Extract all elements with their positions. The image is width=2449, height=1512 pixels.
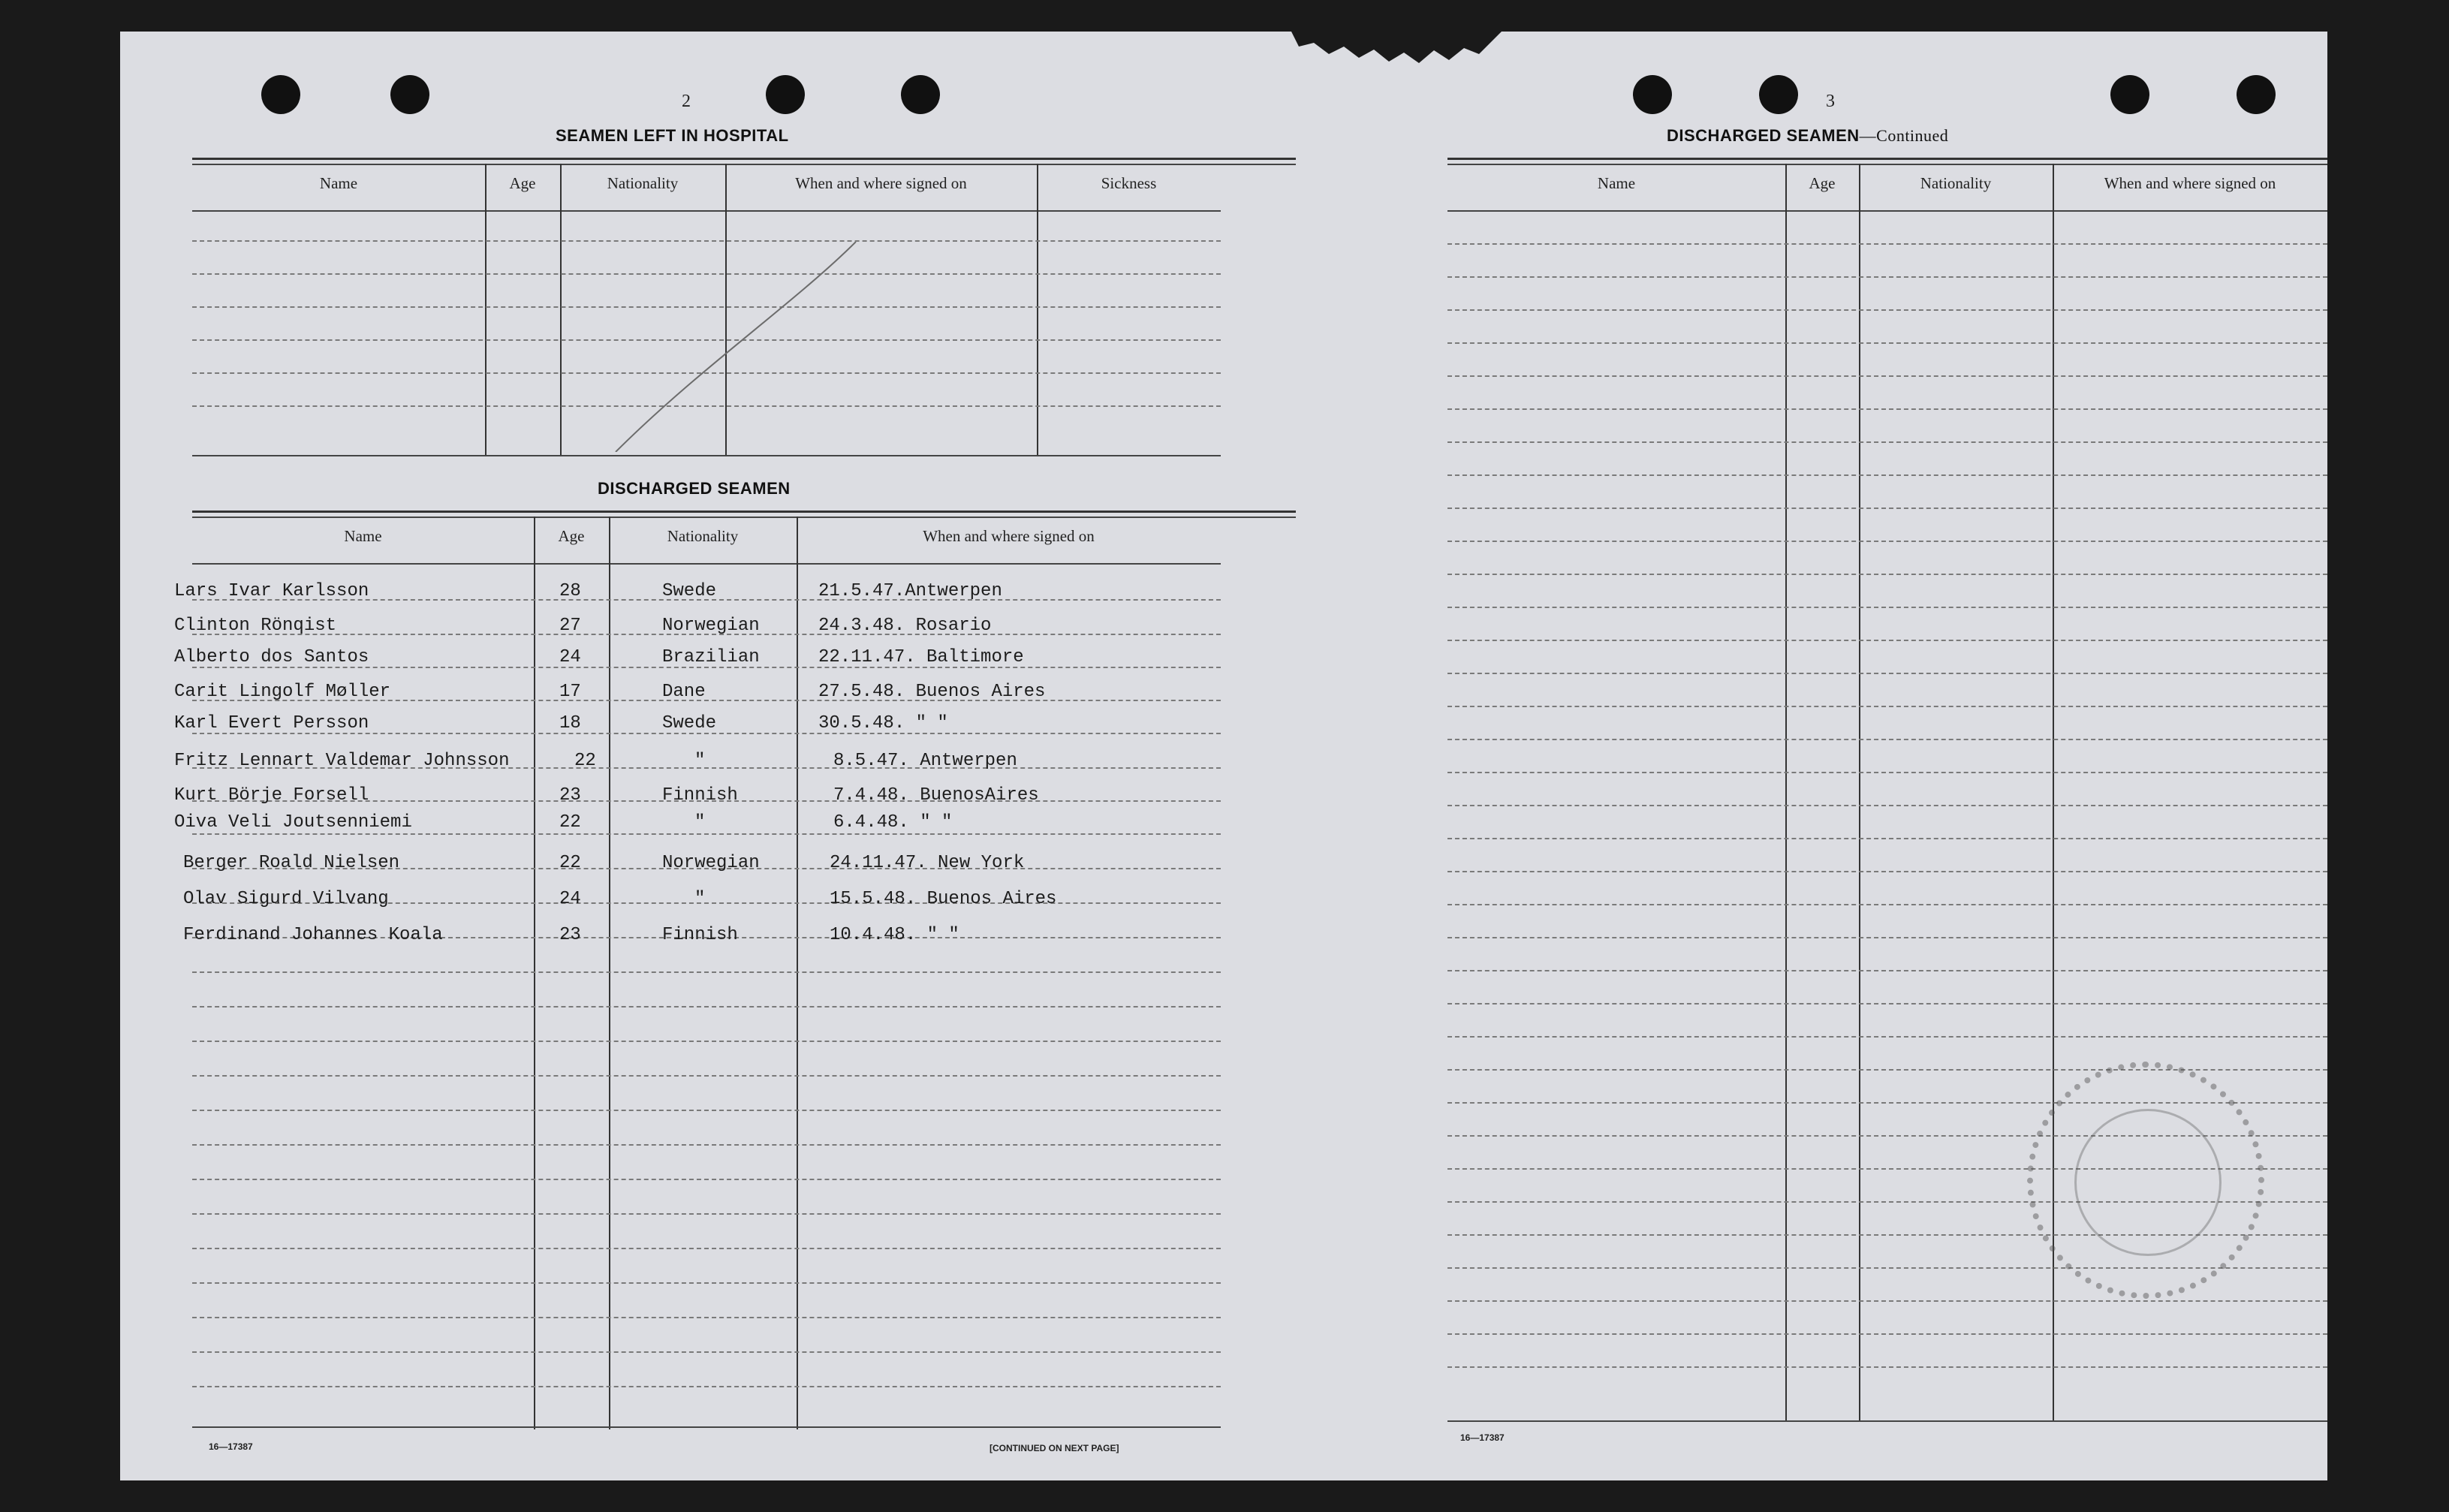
name-cell: Alberto dos Santos [174,647,369,667]
col-divider [1785,164,1787,1422]
table-bottom-rule [192,1426,1221,1428]
form-number: 16—17387 [209,1441,253,1452]
punch-hole [901,75,940,114]
table-top-rule [1447,164,2327,165]
signed-on-cell: 24.3.48. Rosario [818,616,992,636]
punch-hole [2237,75,2276,114]
punch-hole [390,75,429,114]
age-cell: 22 [574,751,596,771]
ruled-line [1447,937,2327,938]
ruled-line [1447,1366,2327,1368]
age-cell: 17 [559,682,581,702]
col-header-name: Name [1597,174,1636,192]
name-cell: Ferdinand Johannes Koala [183,925,443,945]
signed-on-cell: 8.5.47. Antwerpen [833,751,1017,771]
table-top-rule [192,164,1296,165]
nationality-cell: Swede [662,713,717,733]
ruled-line [1447,970,2327,971]
col-header-signed-on: When and where signed on [923,527,1095,545]
signed-on-cell: 30.5.48. " " [818,713,948,733]
ruled-line [1447,243,2327,245]
ruled-line [1447,640,2327,641]
nationality-cell: Norwegian [662,616,760,636]
age-cell: 27 [559,616,581,636]
ruled-line [1447,739,2327,740]
table-top-rule [1447,158,2327,160]
punch-hole [261,75,300,114]
ruled-line [1447,772,2327,773]
signed-on-cell: 27.5.48. Buenos Aires [818,682,1046,702]
page-number: 2 [682,92,691,111]
title-continued: —Continued [1859,126,1949,145]
ruled-line [1447,541,2327,542]
ruled-line [192,1075,1221,1077]
col-divider [560,164,562,456]
age-cell: 28 [559,581,581,601]
name-cell: Lars Ivar Karlsson [174,581,369,601]
age-cell: 22 [559,853,581,873]
stamp-inner-ring [2074,1109,2222,1256]
nationality-cell: Brazilian [662,647,760,667]
ruled-line [1447,408,2327,410]
ruled-line [192,1248,1221,1249]
ruled-line [1447,1003,2327,1004]
name-cell: Kurt Börje Forsell [174,785,369,806]
signed-on-cell: 7.4.48. BuenosAires [833,785,1039,806]
ruled-line [192,1179,1221,1180]
signed-on-cell: 22.11.47. Baltimore [818,647,1024,667]
table-top-rule [192,517,1296,518]
ruled-line [1447,673,2327,674]
name-cell: Berger Roald Nielsen [183,853,400,873]
nationality-cell: " [694,812,706,833]
col-divider [485,164,486,456]
col-header-signed-on: When and where signed on [795,174,967,192]
nationality-cell: Finnish [662,785,738,806]
signed-on-cell: 10.4.48. " " [830,925,959,945]
continued-note: [CONTINUED ON NEXT PAGE] [990,1443,1119,1453]
ruled-line [192,1351,1221,1353]
nationality-cell: Norwegian [662,853,760,873]
age-cell: 23 [559,925,581,945]
ruled-line [192,1041,1221,1042]
pencil-strike-line [608,242,863,452]
col-divider [797,517,798,1429]
ruled-line [192,1213,1221,1215]
punch-hole [1633,75,1672,114]
document-sheet [120,32,2327,1480]
name-cell: Karl Evert Persson [174,713,369,733]
header-rule [1447,210,2327,212]
ruled-line [1447,1036,2327,1038]
left-page [120,32,1224,1480]
ruled-line [192,833,1221,835]
col-divider [1859,164,1860,1422]
ruled-line [1447,1333,2327,1335]
punch-hole [1759,75,1798,114]
col-header-nationality: Nationality [667,527,739,545]
col-header-nationality: Nationality [1920,174,1992,192]
col-header-name: Name [319,174,358,192]
table-top-rule [192,511,1296,513]
age-cell: 24 [559,647,581,667]
ruled-line [1447,375,2327,377]
ruled-line [1447,309,2327,311]
ruled-line [192,1144,1221,1146]
name-cell: Clinton Rönqist [174,616,337,636]
name-cell: Fritz Lennart Valdemar Johnsson [174,751,510,771]
table-top-rule [192,158,1296,160]
age-cell: 24 [559,889,581,909]
col-header-age: Age [558,527,585,545]
signed-on-cell: 21.5.47.Antwerpen [818,581,1002,601]
col-header-sickness: Sickness [1101,174,1157,192]
name-cell: Olav Sigurd Vilvang [183,889,389,909]
ruled-line [1447,441,2327,443]
ruled-line [192,1006,1221,1007]
discharged-continued-title [1667,126,1948,146]
col-header-nationality: Nationality [607,174,679,192]
table-bottom-rule [192,455,1221,456]
ruled-line [1447,276,2327,278]
ruled-line [1447,1069,2327,1071]
title-main: DISCHARGED SEAMEN [1667,126,1860,145]
ruled-line [1447,607,2327,608]
form-number: 16—17387 [1460,1432,1505,1443]
signed-on-cell: 15.5.48. Buenos Aires [830,889,1057,909]
ruled-line [192,1386,1221,1387]
page-number: 3 [1826,92,1835,111]
ruled-line [192,1282,1221,1284]
col-header-name: Name [344,527,382,545]
ruled-line [1447,342,2327,344]
col-divider [534,517,535,1429]
header-rule [192,563,1221,565]
ruled-line [192,1317,1221,1318]
signed-on-cell: 24.11.47. New York [830,853,1025,873]
col-header-age: Age [509,174,536,192]
ruled-line [1447,805,2327,806]
name-cell: Oiva Veli Joutsenniemi [174,812,412,833]
punch-hole [766,75,805,114]
nationality-cell: Dane [662,682,706,702]
nationality-cell: Swede [662,581,717,601]
ruled-line [1447,474,2327,476]
ruled-line [1447,838,2327,839]
col-header-age: Age [1809,174,1836,192]
ruled-line [1447,871,2327,872]
table-bottom-rule [1447,1420,2327,1422]
header-rule [192,210,1221,212]
col-divider [609,517,610,1429]
immigration-stamp [2027,1062,2264,1299]
punch-hole [2110,75,2149,114]
signed-on-cell: 6.4.48. " " [833,812,953,833]
discharged-section-title: DISCHARGED SEAMEN [598,479,791,498]
ruled-line [1447,706,2327,707]
ruled-line [1447,574,2327,575]
ruled-line [192,971,1221,973]
age-cell: 23 [559,785,581,806]
col-header-signed-on: When and where signed on [2104,174,2276,192]
hospital-section-title: SEAMEN LEFT IN HOSPITAL [556,126,789,145]
nationality-cell: Finnish [662,925,738,945]
nationality-cell: " [694,889,706,909]
ruled-line [192,1110,1221,1111]
name-cell: Carit Lingolf Møller [174,682,391,702]
age-cell: 22 [559,812,581,833]
age-cell: 18 [559,713,581,733]
ruled-line [1447,1300,2327,1302]
nationality-cell: " [694,751,706,771]
ruled-line [1447,904,2327,905]
col-divider [1037,164,1038,456]
ruled-line [1447,508,2327,509]
